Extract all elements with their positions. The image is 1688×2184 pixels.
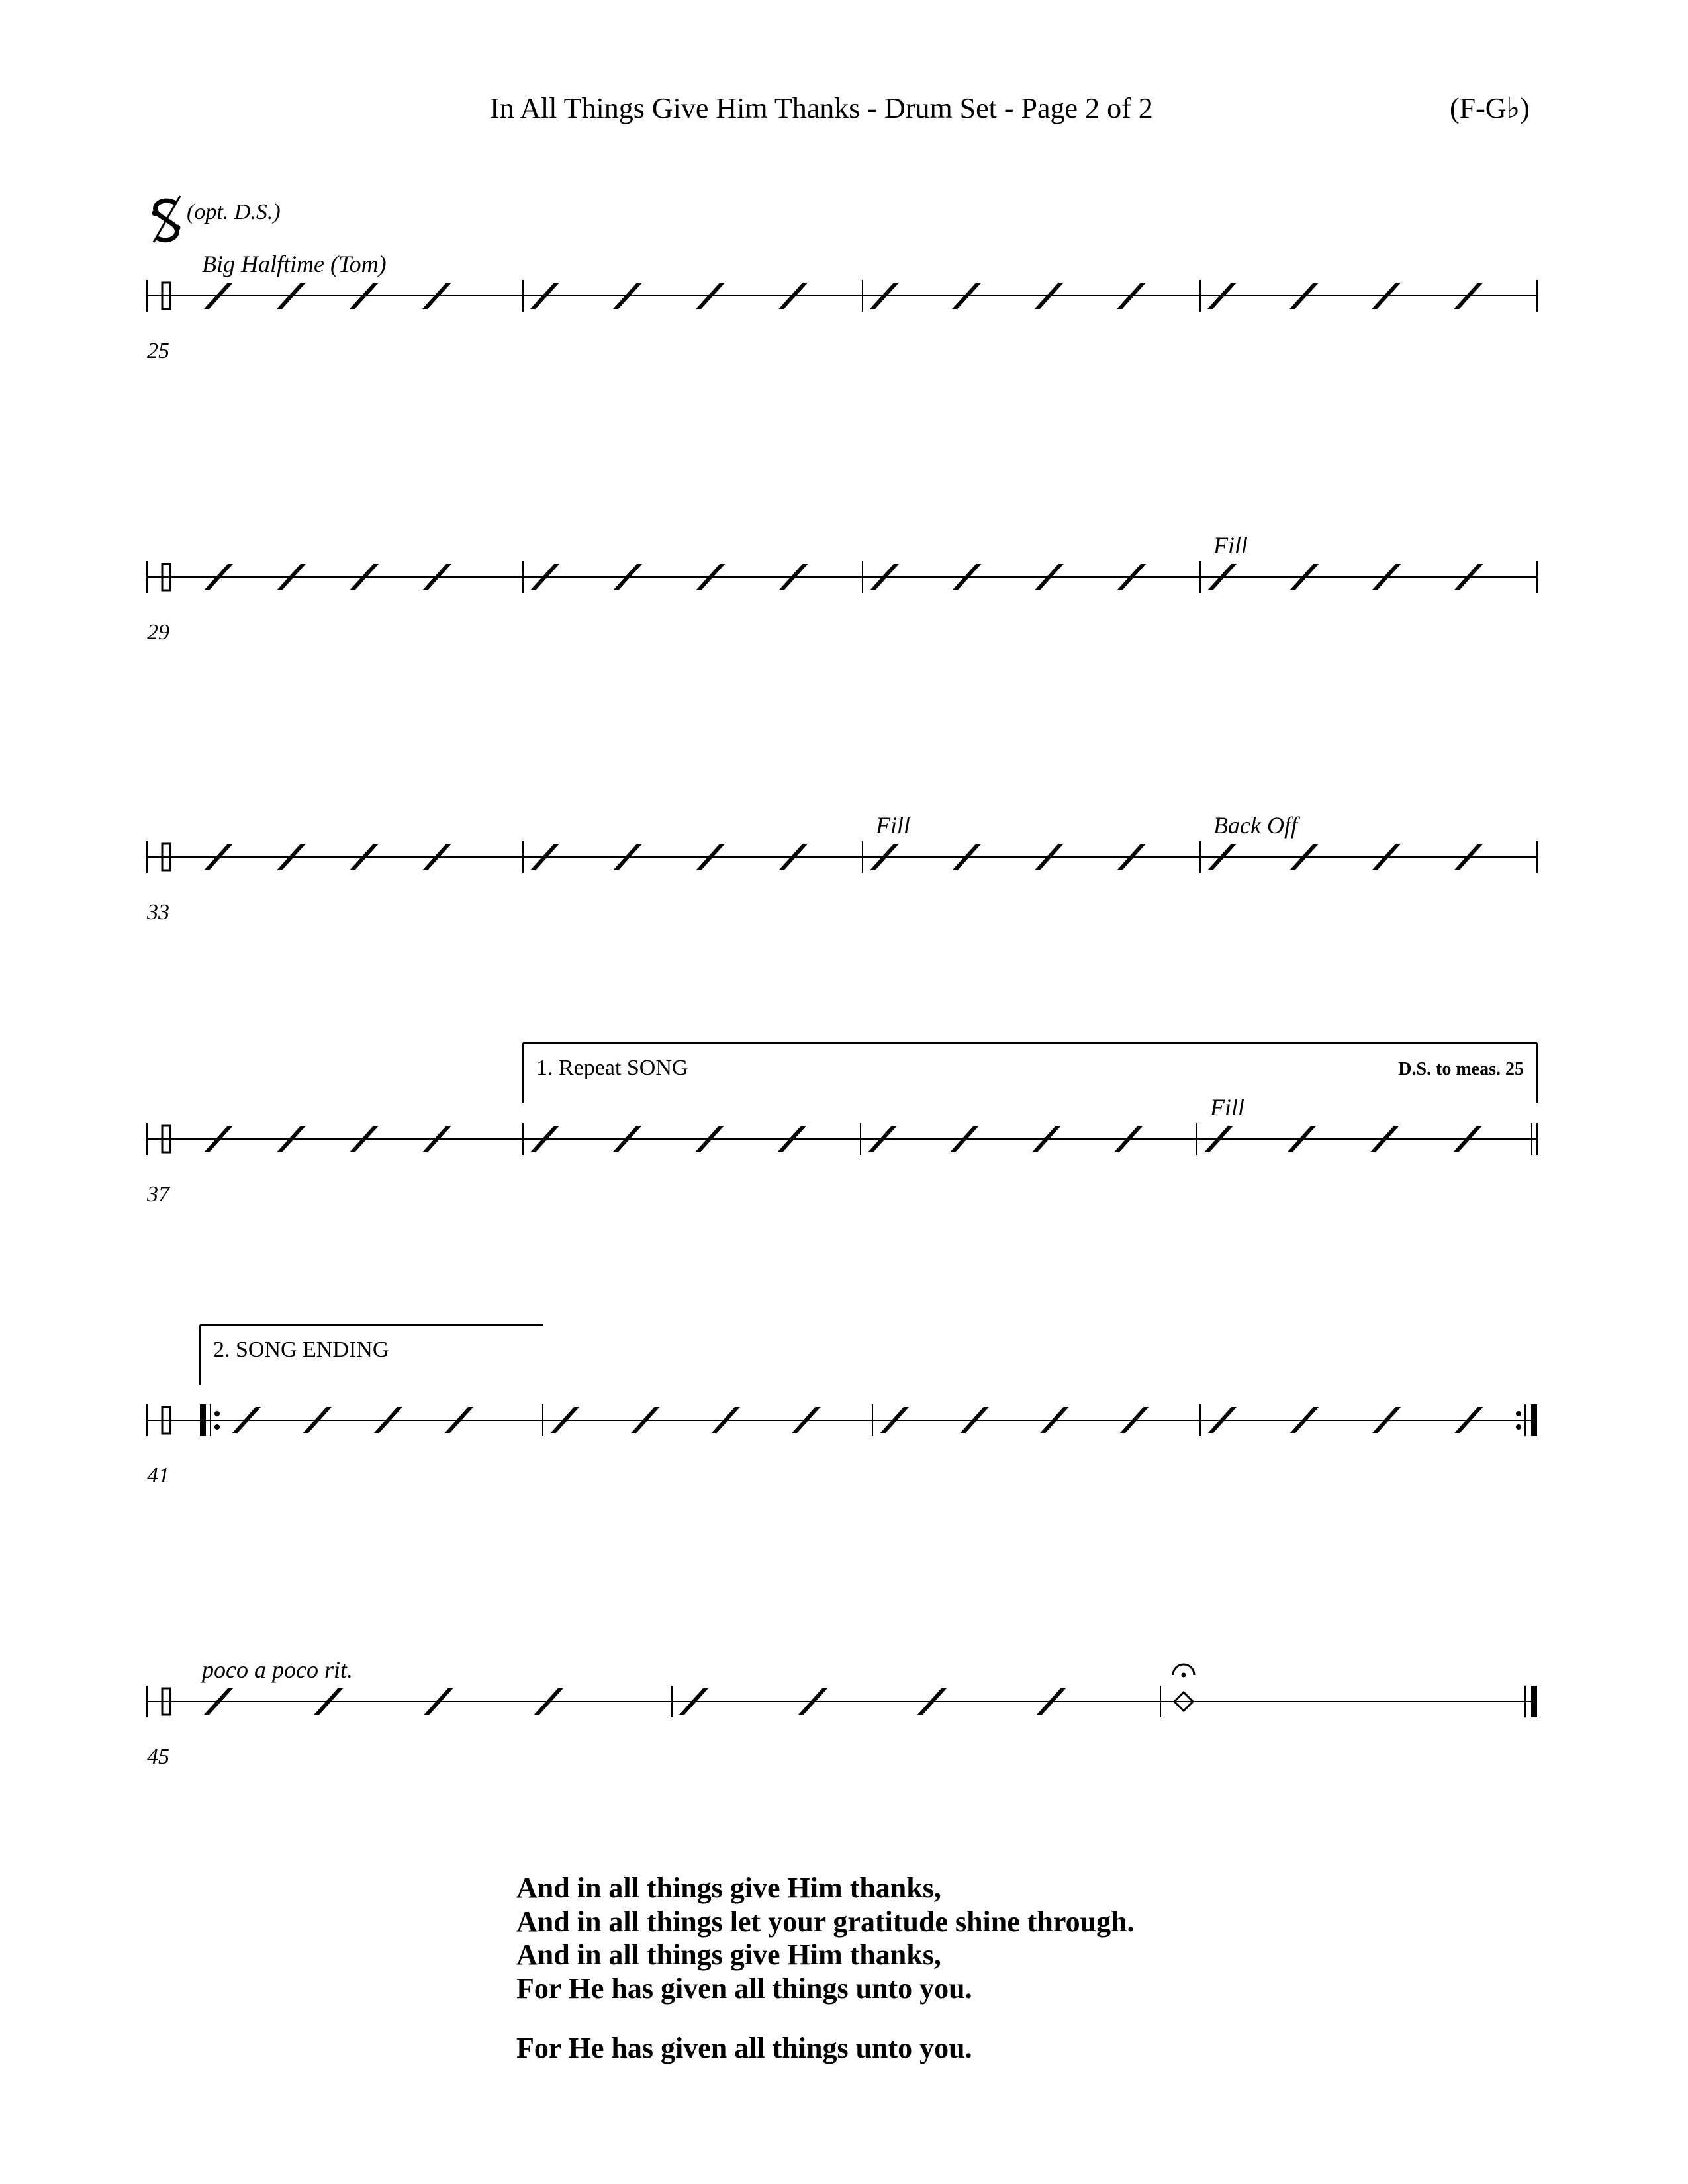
ending-label: 2. SONG ENDING	[213, 1338, 389, 1362]
measure-annotation: Back Off	[1213, 812, 1297, 839]
lyric-tag-line: For He has given all things unto you.	[516, 2032, 972, 2064]
measure-number: 37	[147, 1182, 169, 1206]
staff-system	[147, 1043, 1537, 1155]
measure-annotation: Fill	[1210, 1094, 1244, 1120]
segno-dot-right	[175, 225, 181, 231]
repeat-dot	[1516, 1424, 1521, 1430]
staff-system	[147, 1664, 1537, 1717]
repeat-dot	[1516, 1411, 1521, 1416]
measure-number: 45	[147, 1745, 169, 1769]
repeat-dot	[214, 1411, 220, 1416]
measure-number: 29	[147, 620, 169, 645]
final-thick-bar	[1531, 1686, 1537, 1717]
repeat-dot	[214, 1424, 220, 1430]
measure-annotation: Fill	[1213, 532, 1248, 559]
segno-icon	[152, 196, 181, 242]
lyric-line-1: And in all things give Him thanks,	[516, 1872, 941, 1904]
segno-label: (opt. D.S.)	[187, 200, 281, 224]
ending-label: 1. Repeat SONG	[536, 1056, 688, 1080]
lyric-line-4: For He has given all things unto you.	[516, 1972, 972, 2005]
measure-annotation: Big Halftime (Tom)	[202, 251, 387, 277]
start-repeat-thick-bar	[200, 1404, 206, 1436]
measure-annotation: poco a poco rit.	[202, 1657, 353, 1683]
lyric-line-3: And in all things give Him thanks,	[516, 1938, 941, 1971]
measure-number: 41	[147, 1463, 169, 1488]
ending-right-label: D.S. to meas. 25	[1398, 1059, 1524, 1079]
lyrics	[516, 1872, 1135, 2066]
end-repeat-thick-bar	[1531, 1404, 1537, 1436]
measure-number: 33	[147, 900, 169, 925]
key-label: (F-G♭)	[1450, 92, 1530, 124]
measure-annotation: Fill	[876, 812, 910, 839]
segno-dot-left	[152, 210, 158, 216]
page-title: In All Things Give Him Thanks - Drum Set - Page 2 of 2	[490, 92, 1153, 124]
measure-number: 25	[147, 339, 169, 363]
fermata-dot	[1182, 1673, 1186, 1678]
lyric-line-2: And in all things let your gratitude shine through.	[516, 1905, 1135, 1938]
staff-system	[147, 280, 1537, 312]
staff-system	[147, 841, 1537, 873]
staff-system	[147, 561, 1537, 593]
